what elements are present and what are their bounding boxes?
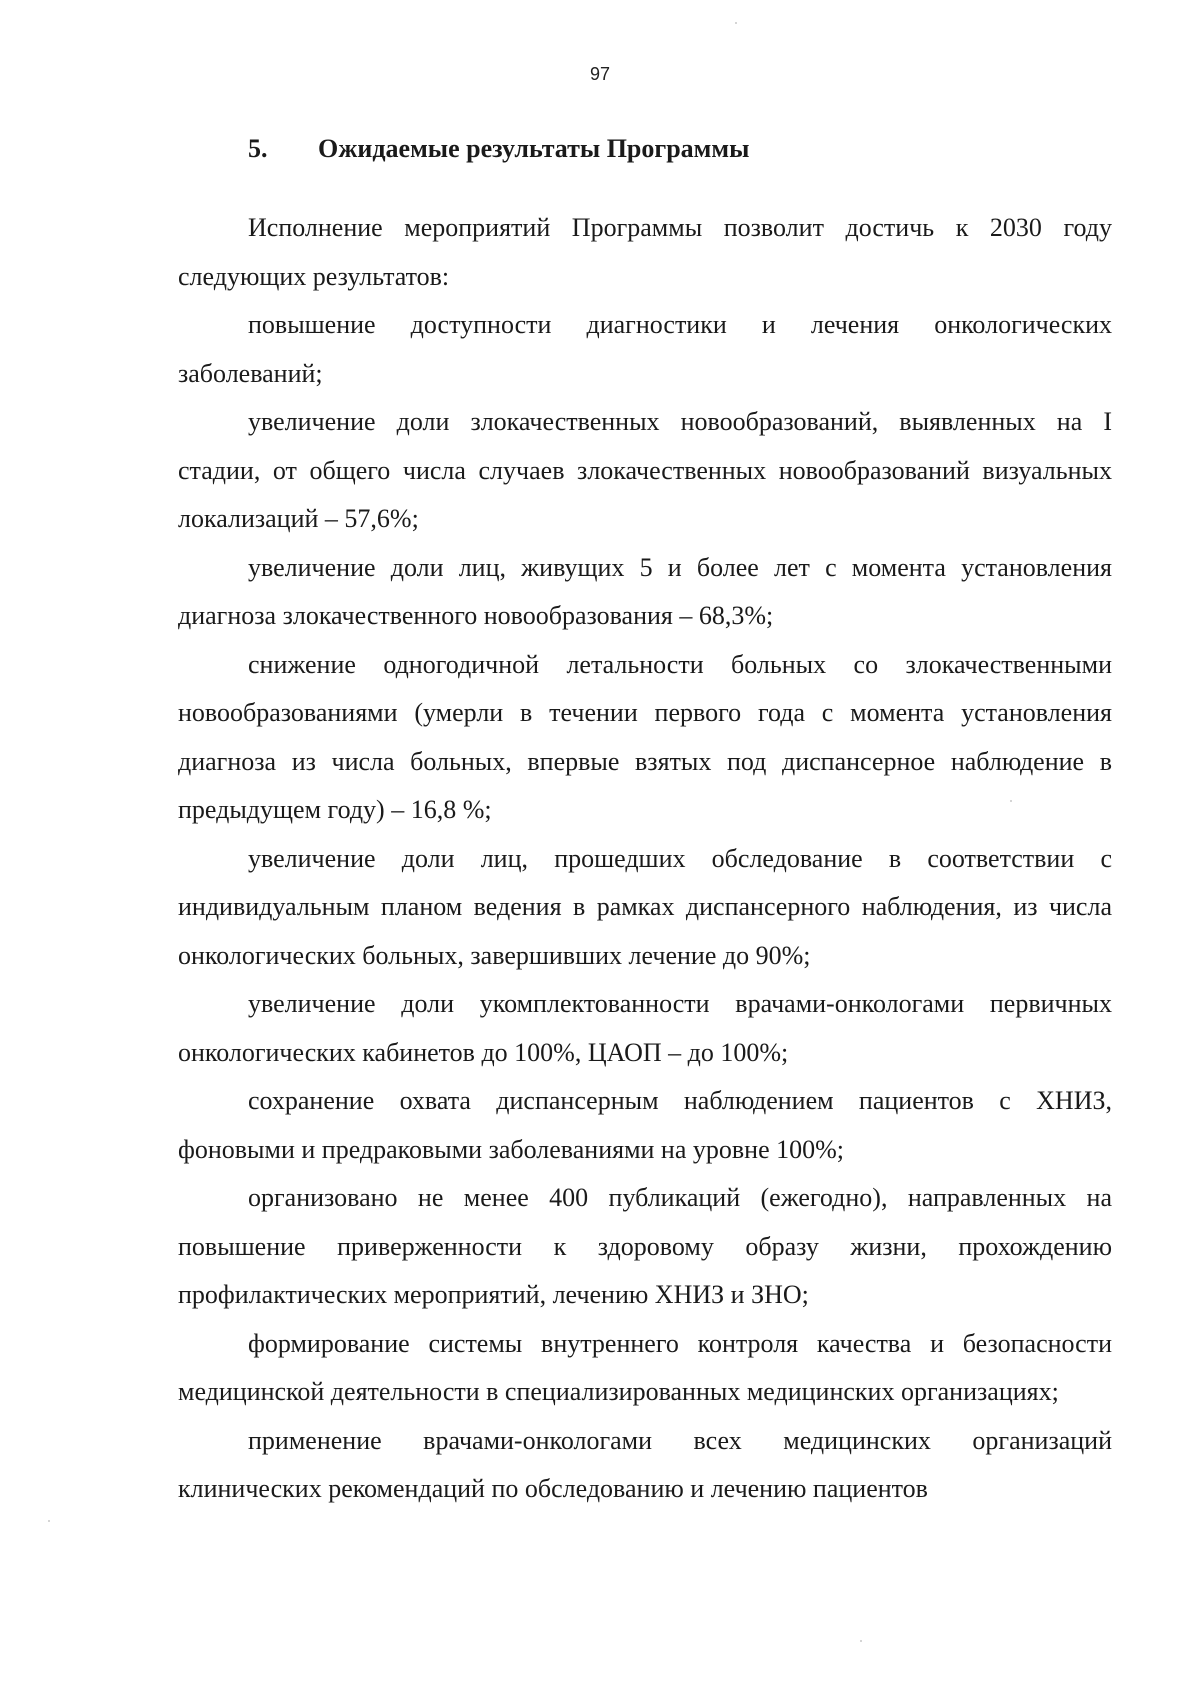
paragraph-item: применение врачами-онкологами всех медицинских организаций клинических рекомендаций по обследованию и лечению пациентов: [178, 1425, 1112, 1503]
section-heading: [248, 134, 749, 164]
page-number: 97: [589, 64, 611, 84]
paragraph-intro: Исполнение мероприятий Программы позволит достичь к 2030 году следующих результатов:: [178, 213, 1112, 291]
paragraph-item: увеличение доли лиц, прошедших обследование в соответствии с индивидуальным планом ведения в рамках диспансерного наблюдения, из числа онкологических больных, завершивших лечение до 90%;: [178, 843, 1112, 970]
scan-speck: [860, 1640, 862, 1642]
paragraph-item: увеличение доли злокачественных новообразований, выявленных на I стадии, от общего числа случаев злокачественных новообразований визуальных локализаций – 57,6%;: [178, 407, 1112, 533]
scan-speck: [1010, 800, 1012, 802]
section-number: 5.: [248, 134, 268, 163]
paragraph-item: увеличение доли лиц, живущих 5 и более лет с момента установления диагноза злокачественного новообразования – 68,3%;: [178, 552, 1112, 630]
scan-speck: [48, 1520, 50, 1522]
paragraph-item: организовано не менее 400 публикаций (ежегодно), направленных на повышение приверженности к здоровому образу жизни, прохождению профилактических мероприятий, лечению ХНИЗ и ЗНО;: [178, 1183, 1112, 1309]
scan-speck: [735, 22, 737, 24]
paragraph-item: формирование системы внутреннего контроля качества и безопасности медицинской деятельности в специализированных медицинских организациях;: [178, 1328, 1112, 1406]
paragraph-item: сохранение охвата диспансерным наблюдением пациентов с ХНИЗ, фоновыми и предраковыми заболеваниями на уровне 100%;: [178, 1086, 1112, 1164]
paragraph-item: повышение доступности диагностики и лечения онкологических заболеваний;: [178, 310, 1112, 388]
section-title: Ожидаемые результаты Программы: [318, 134, 750, 163]
paragraph-item: снижение одногодичной летальности больных со злокачественными новообразованиями (умерли в течении первого года с момента установления диагноза из числа больных, впервые взятых под диспансерное наблюдение в предыдущем году) – 16,8 %;: [178, 649, 1112, 824]
document-body: [178, 204, 1112, 1514]
paragraph-item: увеличение доли укомплектованности врачами-онкологами первичных онкологических кабинетов до 100%, ЦАОП – до 100%;: [178, 989, 1112, 1067]
